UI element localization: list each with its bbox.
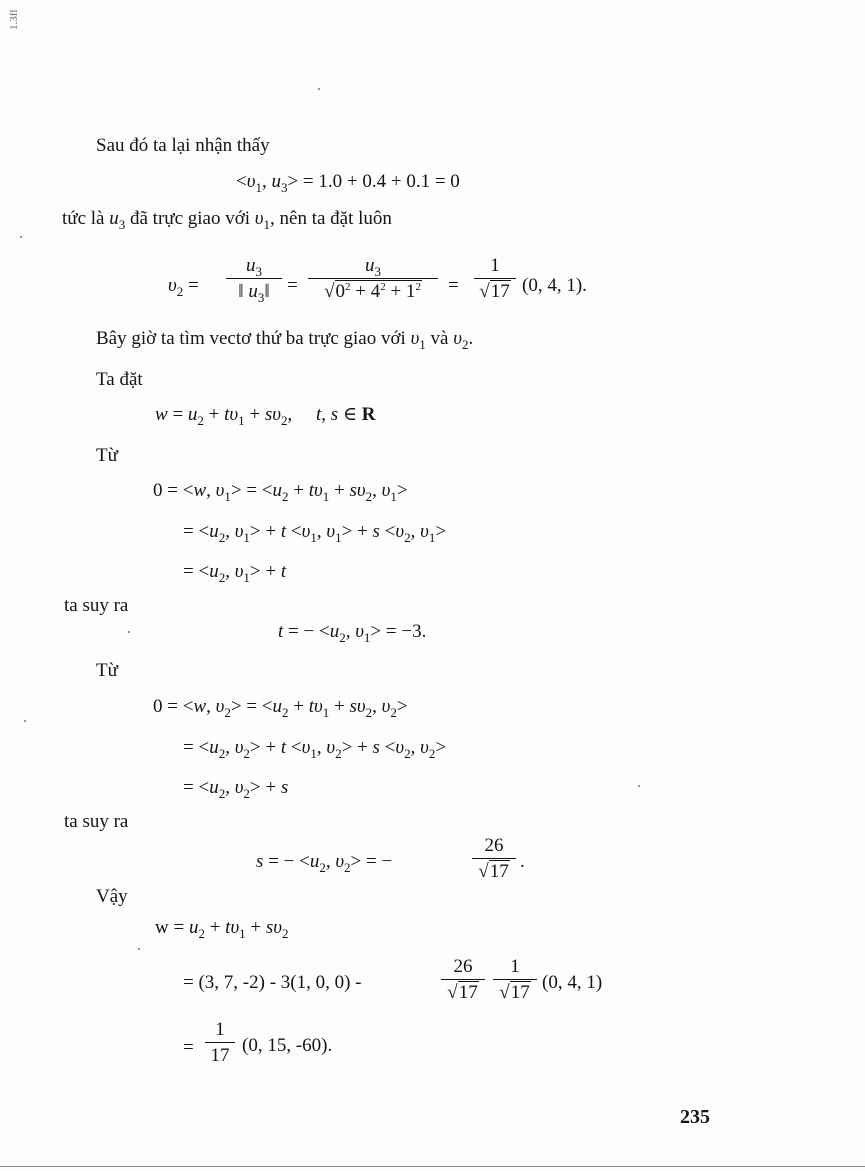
text-line-5: Từ	[96, 445, 118, 466]
text-tuc-la: tức là	[62, 208, 105, 229]
sqrt-radicand: 17	[510, 982, 530, 1003]
fraction-u3-sqrt: $u_3$ $√0^2 + 4^2 + 1^2$	[308, 256, 438, 301]
real-numbers-symbol: R	[361, 404, 376, 425]
text-nen-ta-dat: nên ta đặt luôn	[279, 208, 392, 229]
text-da-truc-giao: đã trực giao với	[129, 208, 251, 229]
equals-sign: =	[448, 275, 459, 296]
equation-final-line1: $w = u_2 + t\upsilon_1 + s\upsilon_2$	[155, 917, 289, 941]
fraction-numerator: 1	[490, 255, 500, 276]
vector-041-final: (0, 4, 1)	[542, 972, 603, 993]
equation-block1-line2: = $<u_2$, $\upsilon_1> + t <\upsilon_1$, $\upsilon_1> + s <\upsilon_2$, $\upsilon_1>$	[183, 521, 447, 545]
equation-block2-line2: = $<u_2$, $\upsilon_2> + t <\upsilon_1$, $\upsilon_2> + s <\upsilon_2$, $\upsilon_2>$	[183, 737, 447, 761]
fraction-denominator: 17	[210, 1045, 230, 1066]
equation-block2-line3: = $<u_2$, $\upsilon_2> + s$	[183, 777, 289, 801]
vector-final-result: (0, 15, -60).	[242, 1035, 333, 1056]
vector-041: (0, 4, 1).	[522, 275, 587, 296]
scan-speck	[638, 785, 640, 787]
scan-speck	[318, 88, 320, 90]
scan-speck	[24, 720, 26, 722]
equation-final-line2-start: = (3, 7, -2) - 3(1, 0, 0) -	[183, 972, 362, 993]
text-bay-gio: Bây giờ ta tìm vectơ thứ ba trực giao với	[96, 328, 406, 349]
text-line-6: ta suy ra	[64, 595, 129, 616]
sqrt-radicand: 17	[490, 281, 510, 302]
scan-bottom-edge	[0, 1166, 865, 1167]
text-line-1: Sau đó ta lại nhận thấy	[96, 135, 270, 156]
equation-block1-line3: = $<u_2$, $\upsilon_1> + t$	[183, 561, 287, 585]
equation-inner-product: $<\upsilon_1$, $u_3> = 1.0 + 0.4 + 0.1 = 0$	[236, 171, 460, 195]
fraction-1-over-sqrt17: 1 √17	[493, 957, 537, 1002]
fraction-26-over-sqrt17: 26 √17	[441, 957, 485, 1002]
t-value: −3.	[401, 621, 427, 642]
fraction-numerator: 26	[453, 956, 473, 977]
scan-speck	[20, 236, 22, 238]
fraction-numerator: 1	[215, 1019, 225, 1040]
equation-t-value: t = − $<u_2$, $\upsilon_1> = -3$.	[278, 621, 427, 645]
fraction-s-value: 26 √17	[472, 836, 516, 881]
equals-sign: =	[183, 1037, 194, 1058]
equation-w-def: $w = u_2 + t\upsilon_1 + s\upsilon_2$, t, s ∈ R	[155, 404, 376, 428]
fraction-1-over-17	[205, 1020, 235, 1065]
text-line-3: Bây giờ ta tìm vectơ thứ ba trực giao với $\upsilon_1$ và $\upsilon_2$.	[96, 328, 474, 352]
equation-block2-line1: 0 = <w, $\upsilon_2> = <u_2 + t\upsilon_1 + s\upsilon_2$, $\upsilon_2>$	[153, 696, 408, 720]
scan-speck	[128, 631, 130, 633]
equation-s-value: s = − $<u_2$, $\upsilon_2>$ = −	[256, 851, 393, 875]
fraction-u3-norm: $u_3$ ‖ $u_3‖$	[226, 256, 282, 301]
equation-v2-lhs: $\upsilon_2$ =	[168, 275, 199, 299]
equals-sign: =	[287, 275, 298, 296]
fraction-one-over-sqrt17: 1 √17	[474, 256, 516, 301]
text-line-9: Vậy	[96, 886, 128, 907]
fraction-numerator: 26	[484, 835, 504, 856]
text-line-4: Ta đặt	[96, 369, 143, 390]
text-line-7: Từ	[96, 660, 118, 681]
equation-block1-line1: 0 = <w, $\upsilon_1> = <u_2 + t\upsilon_1 + s\upsilon_2$, $\upsilon_1>$	[153, 480, 408, 504]
text-line-2: tức là $u_3$ đã trực giao với $\upsilon_1$, nên ta đặt luôn	[62, 208, 392, 232]
margin-mark: 1.3fl	[8, 9, 20, 30]
equation-inner-product-rhs: = 1.0 + 0.4 + 0.1 = 0	[302, 171, 460, 192]
sqrt-radicand: 17	[458, 982, 478, 1003]
period: .	[520, 851, 525, 872]
scan-speck	[138, 948, 140, 950]
text-line-8: ta suy ra	[64, 811, 129, 832]
fraction-numerator: 1	[510, 956, 520, 977]
page-number: 235	[680, 1106, 710, 1128]
text-va: và	[430, 328, 449, 349]
sqrt-radicand: 17	[489, 861, 509, 882]
